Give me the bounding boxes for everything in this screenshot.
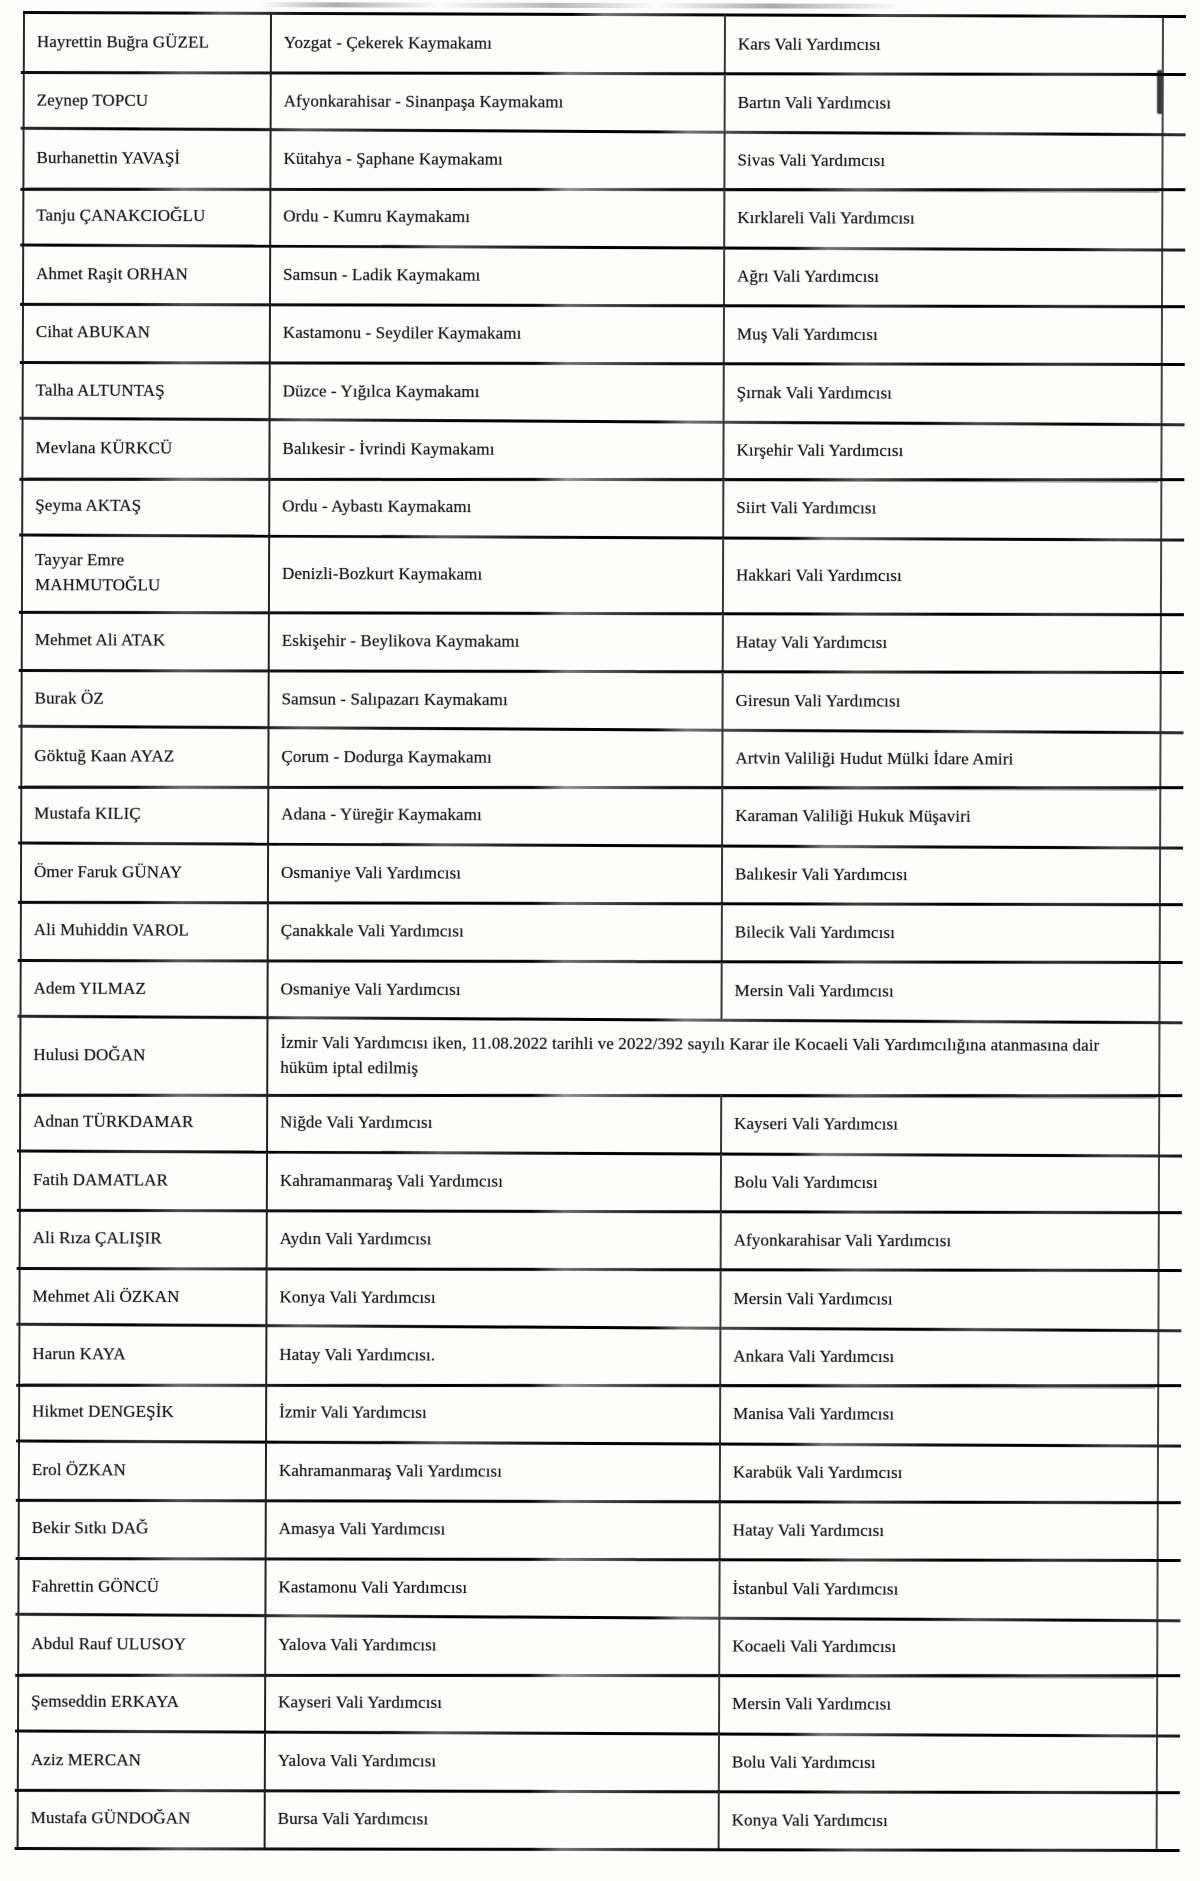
cell-current-duty: Çanakkale Vali Yardımcısı xyxy=(267,902,721,962)
cell-new-duty: Bolu Vali Yardımcısı xyxy=(720,1153,1158,1213)
cell-current-duty: Samsun - Ladik Kaymakamı xyxy=(269,246,723,306)
cell-new-duty: Ağrı Vali Yardımcısı xyxy=(723,247,1161,307)
cell-name: Zeynep TOPCU xyxy=(36,90,149,110)
cell-new-duty: Siirt Vali Yardımcısı xyxy=(722,479,1160,539)
cell-name: Mustafa GÜNDOĞAN xyxy=(30,1807,191,1828)
table-row xyxy=(25,71,1162,133)
cell-current-duty: Düzce - Yığılca Kaymakamı xyxy=(269,362,723,422)
table-row xyxy=(24,303,1161,365)
cell-new-duty: Mersin Vali Yardımcısı xyxy=(718,1675,1156,1735)
cell-name: Mustafa KILIÇ xyxy=(34,803,141,823)
cell-current-duty: Kahramanmaraş Vali Yardımcısı xyxy=(266,1152,720,1212)
cell-current-duty: Çorum - Dodurga Kaymakamı xyxy=(267,728,721,788)
cell-current-duty: Kahramanmaraş Vali Yardımcısı xyxy=(265,1442,719,1502)
table-row xyxy=(21,1093,1158,1155)
cell-name: Mevlana KÜRKCÜ xyxy=(35,437,173,458)
cell-name: Ahmet Raşit ORHAN xyxy=(36,263,188,284)
cell-name: Burak ÖZ xyxy=(34,688,104,708)
cell-name: Burhanettin YAVAŞİ xyxy=(36,147,181,168)
cell-new-duty: Manisa Vali Yardımcısı xyxy=(719,1385,1157,1445)
table-row xyxy=(23,611,1160,673)
table-row xyxy=(20,1499,1157,1561)
cell-current-duty: Samsun - Salıpazarı Kaymakamı xyxy=(268,670,722,730)
cell-new-duty: Karaman Valiliği Hukuk Müşaviri xyxy=(721,787,1159,847)
cell-current-duty: Balıkesir - İvrindi Kaymakamı xyxy=(268,420,722,480)
cell-current-duty: İzmir Vali Yardımcısı iken, 11.08.2022 tarihli ve 2022/392 sayılı Karar ile Kocaeli Vali Yardımcılığına atanmasına dair hüküm iptal edilmiş xyxy=(266,1018,1158,1097)
cell-name: Göktuğ Kaan AYAZ xyxy=(34,745,175,766)
cell-name: Tayyar Emre MAHMUTOĞLU xyxy=(34,550,161,595)
cell-current-duty: Bursa Vali Yardımcısı xyxy=(264,1790,718,1850)
table-row xyxy=(19,1789,1156,1851)
scan-noise-smudge xyxy=(260,2,900,9)
cell-current-duty: Osmaniye Vali Yardımcısı xyxy=(267,844,721,904)
cell-new-duty: Kars Vali Yardımcısı xyxy=(724,15,1162,75)
cell-new-duty: İstanbul Vali Yardımcısı xyxy=(718,1560,1156,1620)
cell-new-duty: Bolu Vali Yardımcısı xyxy=(718,1733,1156,1793)
cell-name: Aziz MERCAN xyxy=(30,1749,142,1770)
cell-current-duty: Denizli-Bozkurt Kaymakamı xyxy=(268,536,722,614)
cell-new-duty: Kayseri Vali Yardımcısı xyxy=(720,1095,1158,1155)
table-row xyxy=(24,129,1161,191)
cell-current-duty: Konya Vali Yardımcısı xyxy=(265,1268,719,1328)
cell-name: Ali Muhiddin VAROL xyxy=(33,919,189,940)
table-row xyxy=(21,1151,1158,1213)
cell-current-duty: Yozgat - Çekerek Kaymakamı xyxy=(270,14,724,74)
cell-new-duty: Kocaeli Vali Yardımcısı xyxy=(718,1617,1156,1677)
cell-current-duty: Kayseri Vali Yardımcısı xyxy=(264,1673,718,1733)
table-row xyxy=(21,1017,1158,1097)
cell-new-duty: Hakkari Vali Yardımcısı xyxy=(722,537,1160,615)
table-row xyxy=(24,245,1161,307)
table-row xyxy=(23,535,1160,615)
cell-current-duty: Kastamonu Vali Yardımcısı xyxy=(264,1558,718,1618)
cell-name: Bekir Sıtkı DAĞ xyxy=(31,1517,149,1538)
cell-name: Hayrettin Buğra GÜZEL xyxy=(36,31,209,52)
cell-new-duty: Giresun Vali Yardımcısı xyxy=(722,672,1160,732)
cell-name: Şeyma AKTAŞ xyxy=(35,495,142,515)
cell-name: Fatih DAMATLAR xyxy=(32,1169,169,1190)
table-row xyxy=(23,669,1160,731)
table-row xyxy=(23,477,1160,539)
table-row xyxy=(22,727,1159,789)
table-row xyxy=(24,187,1161,249)
cell-current-duty: Kastamonu - Seydiler Kaymakamı xyxy=(269,304,723,364)
table-row xyxy=(25,13,1162,75)
cell-current-duty: Niğde Vali Yardımcısı xyxy=(266,1093,720,1153)
cell-current-duty: Adana - Yüreğir Kaymakamı xyxy=(267,785,721,845)
table-row xyxy=(22,785,1159,847)
cell-name: Mehmet Ali ÖZKAN xyxy=(32,1286,180,1306)
cell-new-duty: Şırnak Vali Yardımcısı xyxy=(723,364,1161,424)
cell-current-duty: Aydın Vali Yardımcısı xyxy=(266,1210,720,1270)
cell-current-duty: Yalova Vali Yardımcısı xyxy=(264,1616,718,1676)
cell-name: Hikmet DENGEŞİK xyxy=(32,1401,174,1421)
cell-new-duty: Ankara Vali Yardımcısı xyxy=(719,1327,1157,1387)
cell-current-duty: Afyonkarahisar - Sinanpaşa Kaymakamı xyxy=(270,72,724,132)
cell-name: Mehmet Ali ATAK xyxy=(34,629,166,650)
table-row xyxy=(22,901,1159,963)
cell-name: Adnan TÜRKDAMAR xyxy=(33,1111,194,1131)
cell-new-duty: Bartın Vali Yardımcısı xyxy=(724,74,1162,134)
table-row xyxy=(19,1673,1156,1735)
cell-current-duty: Amasya Vali Yardımcısı xyxy=(265,1500,719,1560)
cell-new-duty: Mersin Vali Yardımcısı xyxy=(720,962,1158,1022)
table-row xyxy=(20,1441,1157,1503)
cell-new-duty: Hatay Vali Yardımcısı xyxy=(722,613,1160,673)
table-row xyxy=(19,1615,1156,1677)
cell-new-duty: Kırklareli Vali Yardımcısı xyxy=(723,189,1161,249)
cell-new-duty: Bilecik Vali Yardımcısı xyxy=(721,903,1159,963)
cell-name: Cihat ABUKAN xyxy=(35,321,150,342)
cell-new-duty: Hatay Vali Yardımcısı xyxy=(719,1501,1157,1561)
cell-name: Şemseddin ERKAYA xyxy=(31,1691,179,1711)
table-row xyxy=(23,419,1160,481)
cell-new-duty: Kırşehir Vali Yardımcısı xyxy=(722,421,1160,481)
cell-new-duty: Konya Vali Yardımcısı xyxy=(718,1791,1156,1851)
table-row xyxy=(24,361,1161,423)
table-row xyxy=(19,1557,1156,1619)
cell-name: Ali Rıza ÇALIŞIR xyxy=(32,1227,162,1248)
cell-name: Adem YILMAZ xyxy=(33,978,147,998)
cell-new-duty: Mersin Vali Yardımcısı xyxy=(719,1270,1157,1330)
cell-current-duty: Osmaniye Vali Yardımcısı xyxy=(266,960,720,1020)
cell-current-duty: Kütahya - Şaphane Kaymakamı xyxy=(269,130,723,190)
table-row xyxy=(19,1731,1156,1793)
appointments-table xyxy=(17,13,1164,1851)
cell-new-duty: Afyonkarahisar Vali Yardımcısı xyxy=(720,1211,1158,1271)
table-row xyxy=(22,843,1159,905)
cell-name: Hulusi DOĞAN xyxy=(33,1044,146,1065)
cell-current-duty: İzmir Vali Yardımcısı xyxy=(265,1383,719,1443)
cell-name: Talha ALTUNTAŞ xyxy=(35,380,165,400)
cell-new-duty: Balıkesir Vali Yardımcısı xyxy=(721,845,1159,905)
cell-current-duty: Hatay Vali Yardımcısı. xyxy=(265,1326,719,1386)
cell-name: Ömer Faruk GÜNAY xyxy=(33,861,183,882)
cell-new-duty: Karabük Vali Yardımcısı xyxy=(719,1443,1157,1503)
cell-current-duty: Ordu - Kumru Kaymakamı xyxy=(269,187,723,247)
table-row xyxy=(20,1383,1157,1445)
table-row xyxy=(20,1267,1157,1329)
cell-current-duty: Yalova Vali Yardımcısı xyxy=(264,1732,718,1792)
cell-name: Fahrettin GÖNCÜ xyxy=(31,1576,160,1596)
cell-name: Abdul Rauf ULUSOY xyxy=(31,1633,187,1654)
cell-name: Harun KAYA xyxy=(32,1343,126,1364)
cell-current-duty: Ordu - Aybastı Kaymakamı xyxy=(268,477,722,537)
table-row xyxy=(21,959,1158,1021)
cell-name: Tanju ÇANAKCIOĞLU xyxy=(36,205,206,225)
cell-current-duty: Eskişehir - Beylikova Kaymakamı xyxy=(268,612,722,672)
cell-new-duty: Sivas Vali Yardımcısı xyxy=(723,131,1161,191)
table-row xyxy=(21,1209,1158,1271)
table-row xyxy=(20,1325,1157,1387)
cell-new-duty: Muş Vali Yardımcısı xyxy=(723,305,1161,365)
cell-new-duty: Artvin Valiliği Hudut Mülki İdare Amiri xyxy=(721,729,1159,789)
cell-name: Erol ÖZKAN xyxy=(31,1459,126,1480)
